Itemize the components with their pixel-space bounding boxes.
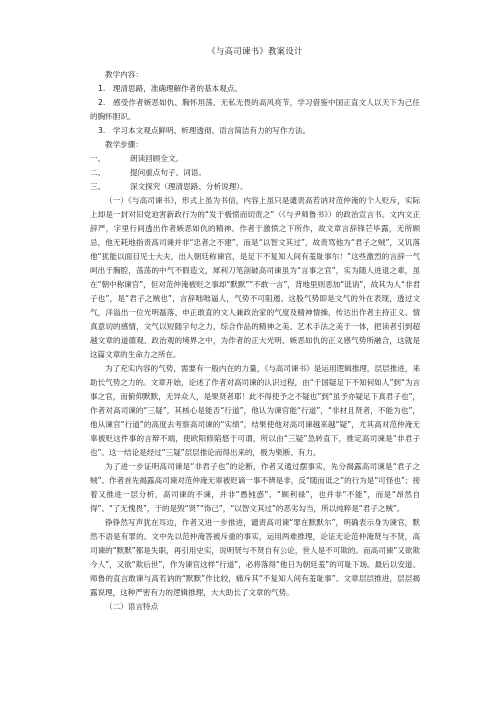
- objectives-list: [90, 82, 420, 138]
- teaching-content-label: 教学内容：: [105, 70, 143, 79]
- step-text: 提问重点句子、词语。: [130, 168, 206, 177]
- objective-item: 3. 学习本文观点鲜明、析理透彻、语言简洁有力的写作方法。: [98, 126, 311, 135]
- document-title: 《与高司谏书》教案设计: [207, 46, 303, 56]
- step-item: [90, 180, 420, 194]
- body-paragraph: 为了充实内容的气势，需要有一般内在的力量，《与高司谏书》是运用逻辑推理，层层推进，来助长气势之力的。文章开始，论述了作者对高司谏的认识过程，由“于国疑足下不知何如人”到“为言事之官，而俯仰默默，无异众人，是果贤者耶！此不得使予之不疑也”到“虽予亦疑足下真君子也”，作者对高司谏的“三疑”，其核心是能否“行道”，他认为谏官能“行道”，“非材且贤者，不能为也”，他从谏官“行道”的高度去考察高司谏的“实绩”，结果使他对高司谏越来越“疑”，尤其高对范仲淹无辜被贬这件事的言辩不端，使欧阳修陷悠于可谓，所以由“三疑”急转直下，推定高司谏是“非君子也”。这一结论是经过“三疑”层层推论而得出来的，极为果断、有力。: [90, 364, 420, 457]
- step-number: 三、: [90, 182, 106, 191]
- lesson-plan-document: [90, 44, 420, 614]
- step-number: 二、: [90, 168, 106, 177]
- steps-list: [90, 152, 420, 194]
- body-paragraph: 为了进一步证明高司谏是“非君子也”的论断，作者又通过摆事实，先分揭露高司谏是“君子之贼”。作者首先揭露高司谏对范仲淹无辜被贬谪一事不辨是非，反“随而诋之”的行为是“可怪也”；接着又推进一层分析，高司谏的不谏，并非“愚钝惑”、“顾利禄”，也并非“不能”，而是“昂然自得”、“了无愧畏”，于的是毁“贤”“饰己”，“以智文其过”的恶劣勾当，所以纯粹是“君子之贼”。: [90, 462, 420, 513]
- step-text: 深文探究（理清思路、分析说理）。: [130, 182, 248, 191]
- section-heading: （二）语言特点: [105, 602, 159, 611]
- teaching-steps-label: 教学步骤：: [105, 140, 143, 149]
- step-item: [90, 152, 420, 166]
- step-text: 朗读回顾全文。: [130, 154, 184, 163]
- body-paragraph: （一）《与高司谏书》，形式上虽为书信，内容上虽只是谴责高若讷对范仲淹的个人贬斥，实际上却是一封对旧党迫害新政行为的“发于极愤而切责之”（《与尹师鲁书》）的政治宣言书。文内文正辞严，字里行间透出作者嫉恶如仇的精神。作者于激愤之下所作，故文章言辞锋芒毕露，无所顾忌，他无耗地指责高司谏并非“忠者之不建”，而是“以智文其过”，故责骂他为“君子之贼”，又讥落他“犹能以面目见士大夫，出入朝廷称谏官，是足下不复知人间有羞耻事尔！”这些激烈的言辞一气呵出于胸腔，荡荡的中气不假造文，犀利刀笔剖破高司谏虽为“言事之官”，实为随人进退之辈，虽在“朝中称谏官”，但对范仲淹被贬之事却“默默”“不敢一言”，背地里则恶加“诋诮”，故其为人“非君子也”，是“君子之贼也”，言辞咄咄逼人，气势不可阻遏。这股气势即是文气的外在表现，透过文气，洋溢出一位光明磊落、申正敢直的文人兼政治家的气度及精神情操，传达出作者主持正义、情真意切的感情，文气以短随字句之力，综合作品的精神之美、艺术手法之美于一体，把读者引到超越文章的道德观、政治观的境界之中，为作者的正大光明、嫉恶如仇的正义感气势所融合，这就是这篇文章的生命力之所在。: [90, 196, 420, 359]
- objective-item: 1. 理清思路，准确理解作者的基本观点。: [98, 84, 242, 93]
- body-paragraph: 铮铮然写声犹在耳边，作者又进一步推进，谴责高司谏“罪在默默尔”，明确表示身为谏官，默然不语是有罪的。文中先以范仲淹答被斥重的事实，运用两难推理，论证无论范仲淹贤与不贤，高司谏的“默默”都是失职，再引用史实，说明贤与不贤自有公论，世人是不可欺的。而高司谏“又欲欺今人”，又欲“欺后世”，作为谏官这样“行道”，必将落得“他日为朝廷羞”的可耻下场。最后以安道、师鲁的直言敢谏与高若讷的“默默”作比较，痛斥其“不复知人间有羞耻事”。文章层层推进，层层揭露说理，这种严密有力的逻辑推理，大大助长了文章的气势。: [90, 518, 420, 597]
- step-number: 一、: [90, 154, 106, 163]
- objective-item: 2. 感受作者嫉恶如仇、胸怀坦荡、无私无畏的高风亮节，学习借鉴中国正直文人以天下为己任的胸怀胆识。: [90, 98, 420, 121]
- step-item: [90, 166, 420, 180]
